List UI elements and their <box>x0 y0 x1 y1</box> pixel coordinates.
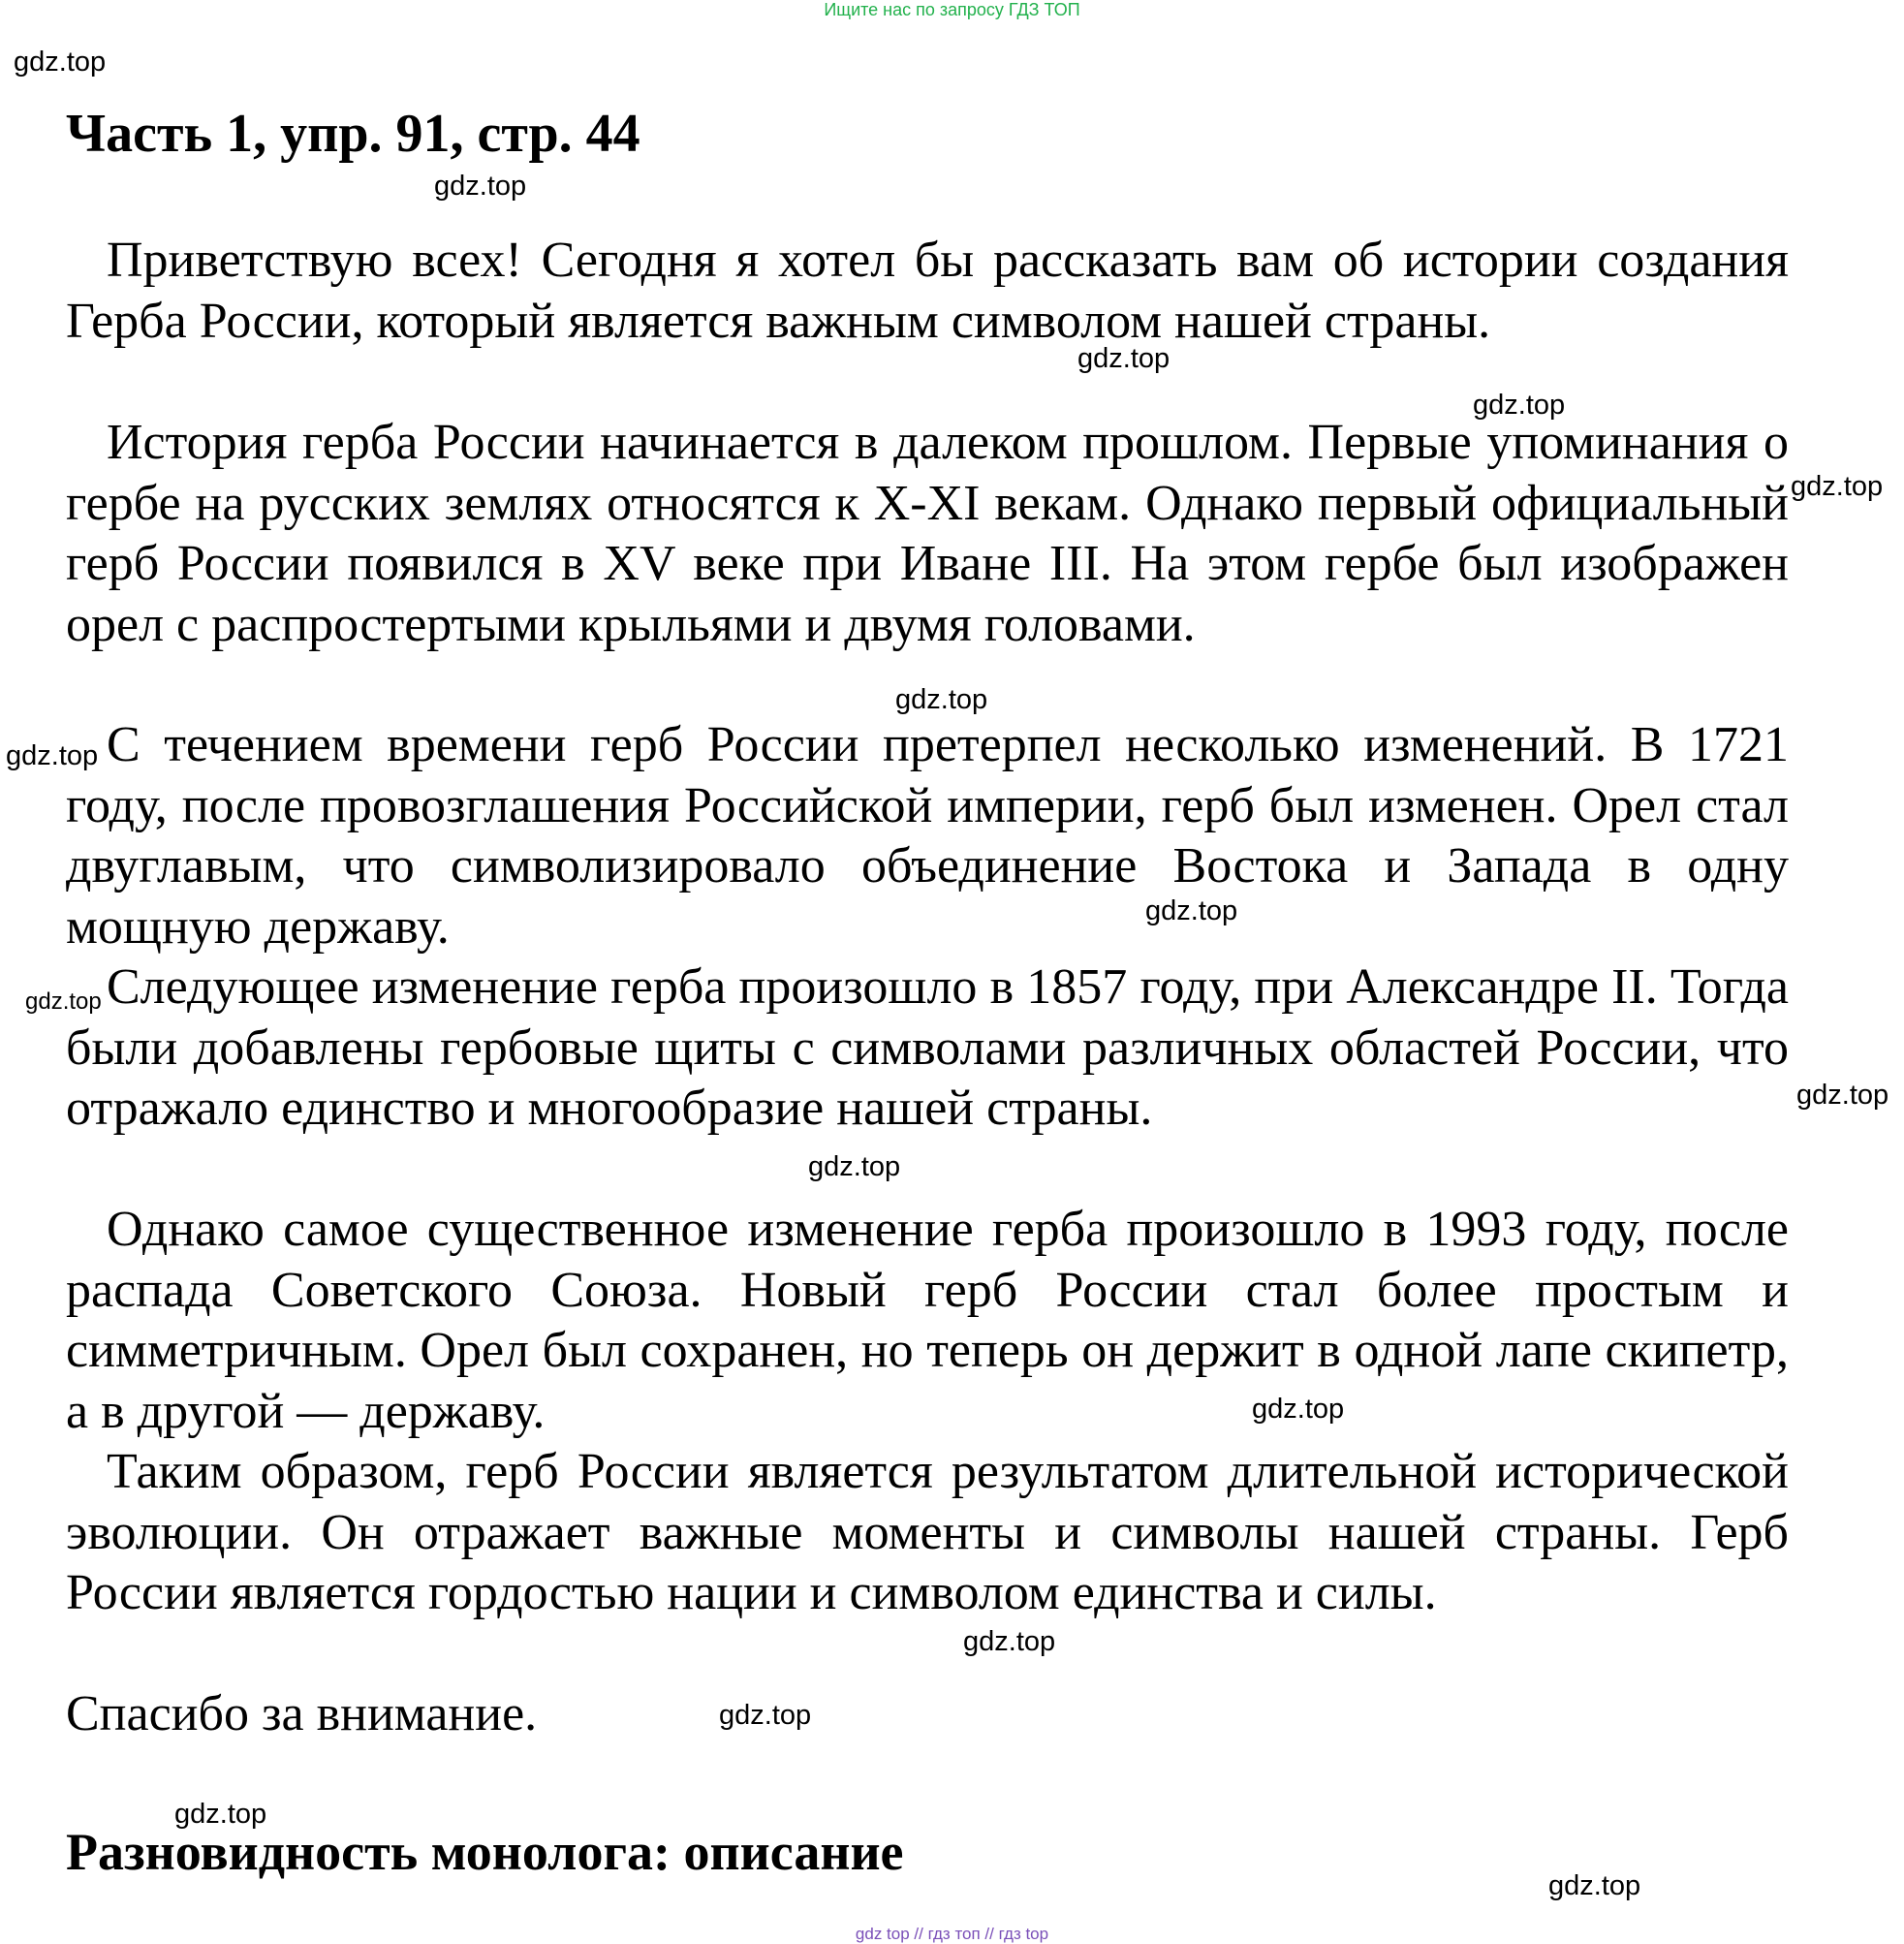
paragraph-thanks: Спасибо за внимание. <box>66 1686 538 1741</box>
watermark: gdz.top <box>1145 895 1238 926</box>
top-banner[interactable]: Ищите нас по запросу ГДЗ ТОП <box>824 0 1080 19</box>
watermark: gdz.top <box>1796 1080 1889 1111</box>
watermark: gdz.top <box>963 1626 1056 1657</box>
watermark: gdz.top <box>6 740 99 771</box>
watermark: gdz.top <box>1473 390 1566 421</box>
paragraph-conclusion: Таким образом, герб России является результатом длительной исторической эволюции. Он отражает важные моменты и символы нашей страны. Герб России является гордостью нации и символом единства и силы. <box>66 1444 1789 1620</box>
watermark: gdz.top <box>434 171 527 202</box>
watermark: gdz.top <box>1548 1870 1641 1901</box>
bottom-banner[interactable]: gdz top // гдз топ // гдз top <box>855 1925 1049 1943</box>
watermark: gdz.top <box>719 1700 812 1731</box>
paragraph-changes: С течением времени герб России претерпел несколько изменений. В 1721 году, после провозглашения Российской империи, герб был изменен. Орел стал двуглавым, что символизировало объединение Востока и Запада в одну мощную державу. <box>66 717 1789 955</box>
subheading: Разновидность монолога: описание <box>66 1823 904 1881</box>
watermark: gdz.top <box>808 1151 901 1182</box>
paragraph-1993: Однако самое существенное изменение герба произошло в 1993 году, после распада Советского Союза. Новый герб России стал более простым и симметричным. Орел был сохранен, но теперь он держит в одной лапе скипетр, а в другой — державу. <box>66 1202 1789 1439</box>
watermark: gdz.top <box>14 47 107 78</box>
page-title: Часть 1, упр. 91, стр. 44 <box>66 104 640 164</box>
watermark: gdz.top <box>174 1799 267 1830</box>
paragraph-1857: Следующее изменение герба произошло в 1857 году, при Александре II. Тогда были добавлены гербовые щиты с символами различных областей России, что отражало единство и многообразие нашей страны. <box>66 959 1789 1136</box>
watermark: gdz.top <box>25 988 102 1015</box>
watermark: gdz.top <box>1252 1394 1345 1425</box>
watermark: gdz.top <box>1791 471 1884 502</box>
watermark: gdz.top <box>1077 343 1170 374</box>
watermark: gdz.top <box>895 684 988 715</box>
paragraph-history: История герба России начинается в далеком прошлом. Первые упоминания о гербе на русских землях относятся к X-XI векам. Однако первый официальный герб России появился в XV веке при Иване III. На этом гербе был изображен орел с распростертыми крыльями и двумя головами. <box>66 415 1789 652</box>
paragraph-intro: Приветствую всех! Сегодня я хотел бы рассказать вам об истории создания Герба России, который является важным символом нашей страны. <box>66 233 1789 349</box>
